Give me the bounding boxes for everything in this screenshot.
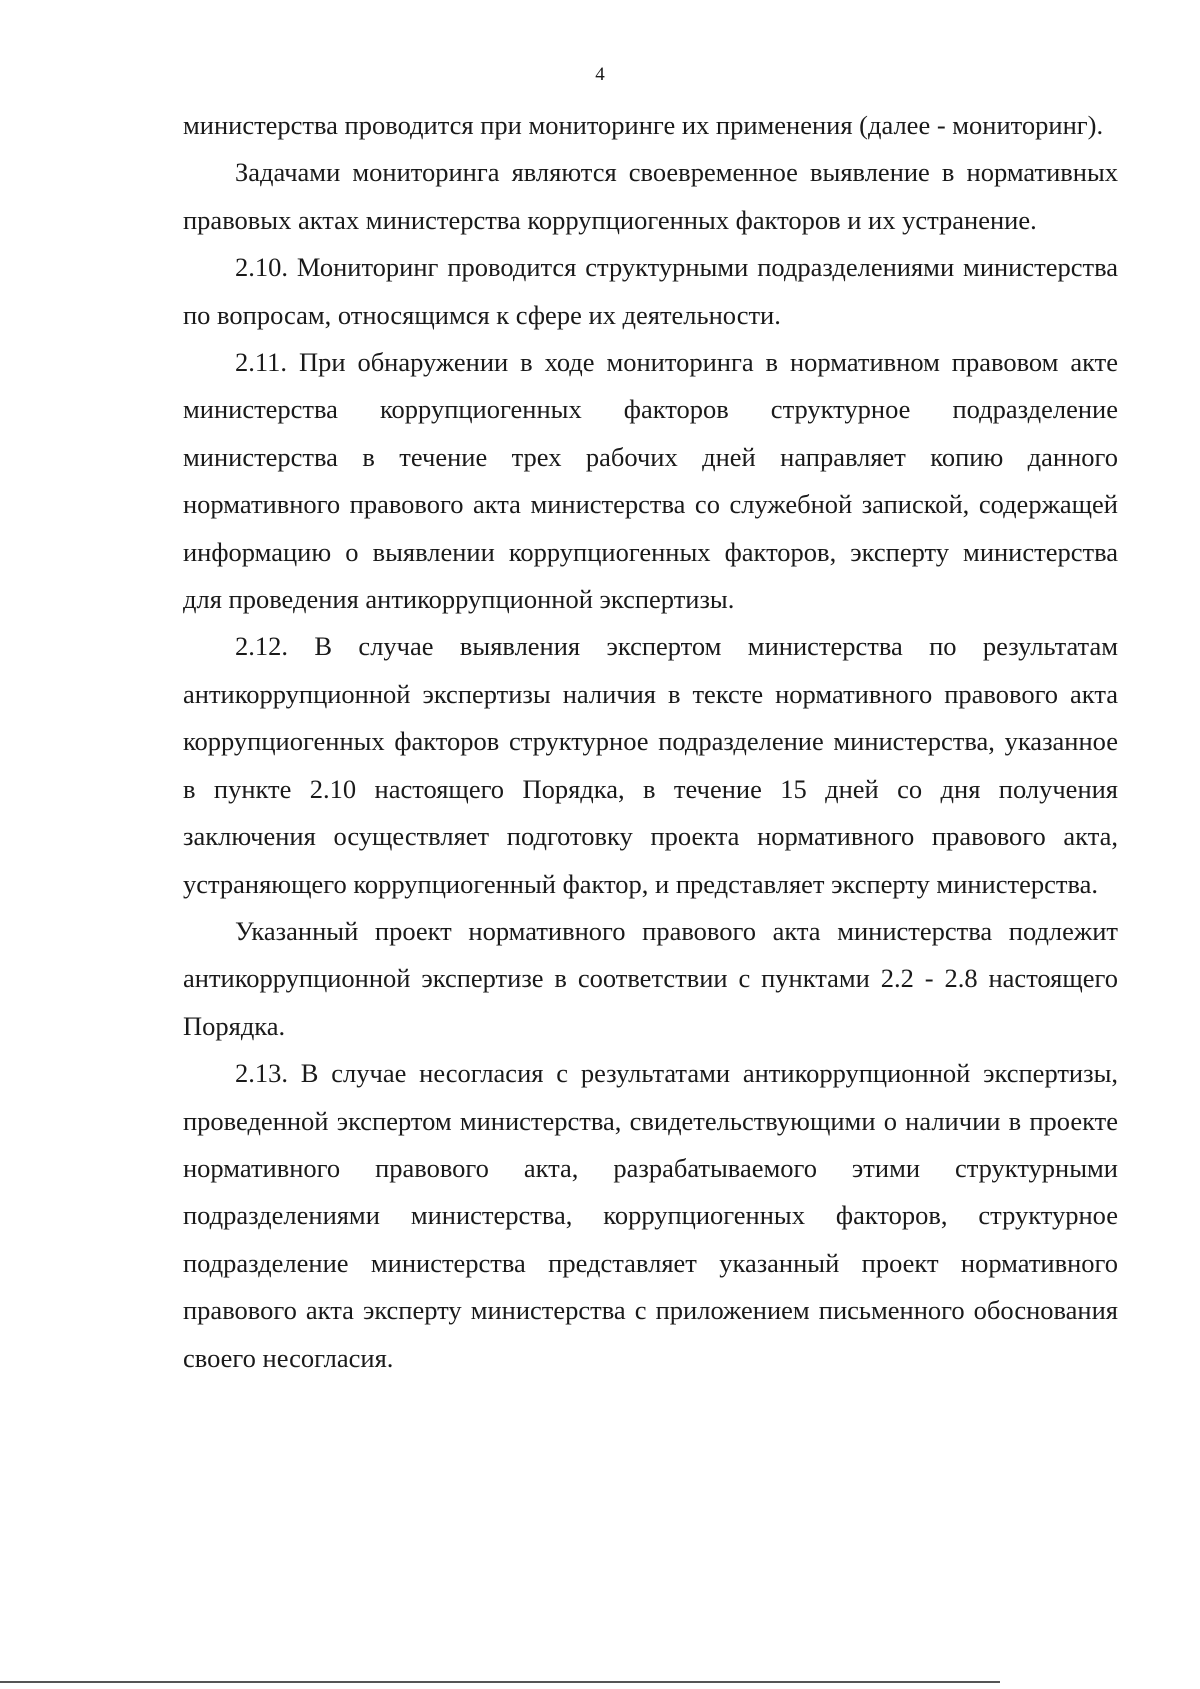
paragraph-continuation: министерства проводится при мониторинге их применения (далее - мониторинг). xyxy=(183,110,1104,140)
document-body xyxy=(183,102,1118,1382)
paragraph-2-13: 2.13. В случае несогласия с результатами антикоррупционной экспертизы, проведенной экспертом министерства, свидетельствующими о наличии в проекте нормативного правового акта, разрабатываемого этими структурными подразделениями министерства, коррупциогенных факторов, структурное подразделение министерства представляет указанный проект нормативного правового акта эксперту министерства с приложением письменного обоснования своего несогласия. xyxy=(183,1058,1118,1373)
paragraph-2-11: 2.11. При обнаружении в ходе мониторинга в нормативном правовом акте министерства коррупциогенных факторов структурное подразделение министерства в течение трех рабочих дней направляет копию данного нормативного правового акта министерства со служебной запиской, содержащей информацию о выявлении коррупциогенных факторов, эксперту министерства для проведения антикоррупционной экспертизы. xyxy=(183,347,1118,615)
page-number: 4 xyxy=(595,64,605,85)
paragraph-2-10: 2.10. Мониторинг проводится структурными подразделениями министерства по вопросам, относящимся к сфере их деятельности. xyxy=(183,252,1118,330)
paragraph-2-12: 2.12. В случае выявления экспертом министерства по результатам антикоррупционной экспертизы наличия в тексте нормативного правового акта коррупциогенных факторов структурное подразделение министерства, указанное в пункте 2.10 настоящего Порядка, в течение 15 дней со дня получения заключения осуществляет подготовку проекта нормативного правового акта, устраняющего коррупциогенный фактор, и представляет эксперту министерства. xyxy=(183,631,1118,899)
paragraph-monitoring-tasks: Задачами мониторинга являются своевременное выявление в нормативных правовых актах министерства коррупциогенных факторов и их устранение. xyxy=(183,157,1118,235)
bottom-scan-line xyxy=(0,1681,1000,1683)
paragraph-draft-expertise: Указанный проект нормативного правового акта министерства подлежит антикоррупционной экспертизе в соответствии с пунктами 2.2 - 2.8 настоящего Порядка. xyxy=(183,915,1118,1041)
